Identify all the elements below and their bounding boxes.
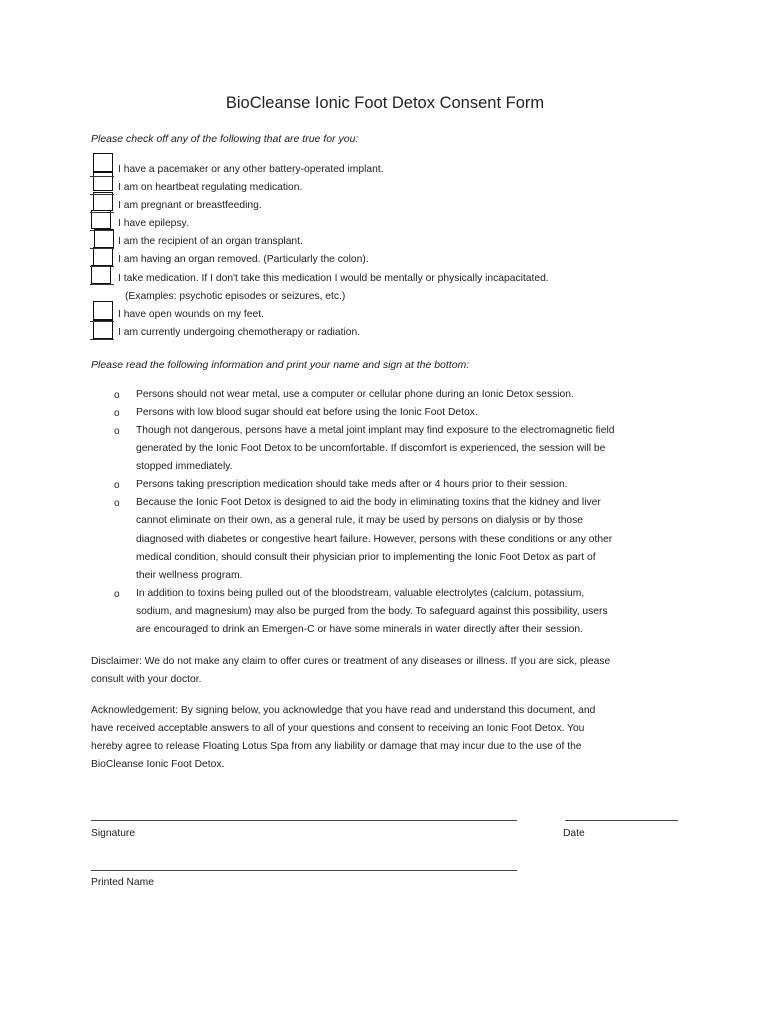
checkbox-pacemaker[interactable] xyxy=(93,153,113,172)
checkbox-medication[interactable] xyxy=(91,265,111,284)
bullet-marker: o xyxy=(114,390,120,401)
date-line[interactable] xyxy=(565,820,678,821)
acknowledgement-line: have received acceptable answers to all of your questions and consent to receiving an Ionic Foot Detox. You xyxy=(91,723,585,734)
checkbox-underline xyxy=(90,194,114,195)
printed-name-line[interactable] xyxy=(91,870,517,871)
info-line: stopped immediately. xyxy=(136,461,233,472)
checkbox-underline xyxy=(90,266,114,267)
bullet-marker: o xyxy=(114,498,120,509)
info-line: Persons should not wear metal, use a computer or cellular phone during an Ionic Detox session. xyxy=(136,389,574,400)
bullet-marker: o xyxy=(114,589,120,600)
info-line: In addition to toxins being pulled out of the bloodstream, valuable electrolytes (calcium, potassium, xyxy=(136,588,585,599)
checkbox-open-wounds[interactable] xyxy=(93,301,113,320)
form-title: BioCleanse Ionic Foot Detox Consent Form xyxy=(225,94,545,112)
info-line: generated by the Ionic Foot Detox to be uncomfortable. If discomfort is experienced, the session will be xyxy=(136,443,606,454)
info-line: their wellness program. xyxy=(136,570,243,581)
checklist-item: I have epilepsy. xyxy=(118,218,189,229)
bullet-marker: o xyxy=(114,480,120,491)
checklist-item: I am having an organ removed. (Particularly the colon). xyxy=(118,254,369,265)
checkbox-underline xyxy=(90,339,114,340)
checkbox-underline xyxy=(90,212,114,213)
checklist-item: I have a pacemaker or any other battery-operated implant. xyxy=(118,164,384,175)
checklist-item: I am currently undergoing chemotherapy or radiation. xyxy=(118,327,361,338)
printed-name-label: Printed Name xyxy=(91,877,154,888)
info-line: diagnosed with diabetes or congestive heart failure. However, persons with these conditions or any other xyxy=(136,534,613,545)
checkbox-organ-removed[interactable] xyxy=(93,247,113,266)
bullet-marker: o xyxy=(114,408,120,419)
info-line: cannot eliminate on their own, as a general rule, it may be used by persons on dialysis or by those xyxy=(136,515,584,526)
checkbox-underline xyxy=(90,248,114,249)
acknowledgement-line: Acknowledgement: By signing below, you acknowledge that you have read and understand this document, and xyxy=(91,705,596,716)
signature-line[interactable] xyxy=(91,820,517,821)
checklist-item: I am on heartbeat regulating medication. xyxy=(118,182,303,193)
info-line: are encouraged to drink an Emergen-C or have some minerals in water directly after their session. xyxy=(136,624,583,635)
bullet-marker: o xyxy=(114,426,120,437)
info-line: Persons taking prescription medication should take meds after or 4 hours prior to their session. xyxy=(136,479,568,490)
signature-label: Signature xyxy=(91,828,136,839)
info-intro: Please read the following information and print your name and sign at the bottom: xyxy=(91,359,470,371)
checklist-item-note: (Examples: psychotic episodes or seizures, etc.) xyxy=(125,291,346,302)
checkbox-organ-transplant[interactable] xyxy=(94,229,114,248)
checkbox-underline xyxy=(90,230,114,231)
acknowledgement-line: BioCleanse Ionic Foot Detox. xyxy=(91,759,225,770)
disclaimer-line: consult with your doctor. xyxy=(91,674,202,685)
info-line: Though not dangerous, persons have a metal joint implant may find exposure to the electromagnetic field xyxy=(136,425,615,436)
date-label: Date xyxy=(563,828,585,839)
checklist-intro: Please check off any of the following that are true for you: xyxy=(91,133,359,145)
disclaimer-line: Disclaimer: We do not make any claim to offer cures or treatment of any diseases or illness. If you are sick, please xyxy=(91,656,611,667)
checklist-item: I am the recipient of an organ transplant. xyxy=(118,236,303,247)
checkbox-underline xyxy=(90,176,114,177)
info-line: Because the Ionic Foot Detox is designed to aid the body in eliminating toxins that the kidney and liver xyxy=(136,497,601,508)
checkbox-heartbeat-medication[interactable] xyxy=(93,172,113,191)
info-line: Persons with low blood sugar should eat before using the Ionic Foot Detox. xyxy=(136,407,478,418)
checkbox-underline xyxy=(90,321,114,322)
info-line: medical condition, should consult their physician prior to implementing the Ionic Foot Detox as part of xyxy=(136,552,596,563)
checklist-item: I have open wounds on my feet. xyxy=(118,309,264,320)
checklist-item: I am pregnant or breastfeeding. xyxy=(118,200,262,211)
checkbox-chemotherapy[interactable] xyxy=(93,320,113,339)
info-line: sodium, and magnesium) may also be purged from the body. To safeguard against this possibility, users xyxy=(136,606,608,617)
acknowledgement-line: hereby agree to release Floating Lotus Spa from any liability or damage that may incur due to the use of the xyxy=(91,741,582,752)
checklist-item: I take medication. If I don't take this medication I would be mentally or physically incapacitated. xyxy=(118,273,549,284)
checkbox-underline xyxy=(90,284,114,285)
